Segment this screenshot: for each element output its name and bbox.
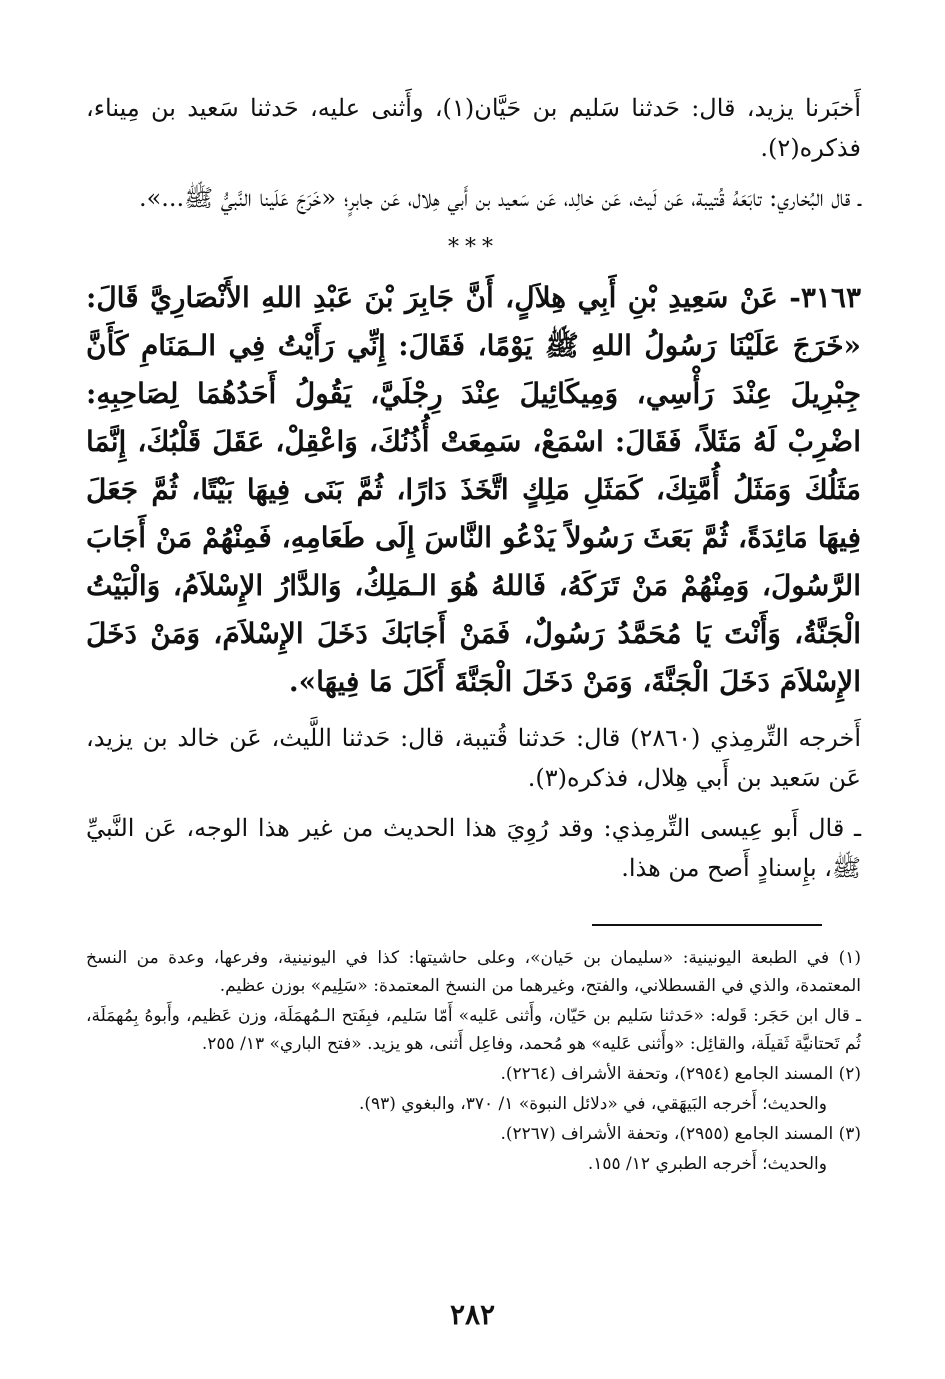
main-text: [86, 88, 861, 898]
hadith-text: عَنْ سَعِيدِ بْنِ أَبِي هِلاَلٍ، أَنَّ جَابِرَ بْنَ عَبْدِ اللهِ الأَنْصَارِيَّ قَالَ: «خَرَجَ عَلَيْنَا رَسُولُ اللهِ ﷺ يَوْمًا، فَقَالَ: إِنِّي رَأَيْتُ فِي الـمَنَامِ كَأَنَّ جِبْرِيلَ عِنْدَ رَأْسِي، وَمِيكَائِيلَ عِنْدَ رِجْلَيَّ، يَقُولُ أَحَدُهُمَا لِصَاحِبِهِ: اضْرِبْ لَهُ مَثَلاً، فَقَالَ: اسْمَعْ، سَمِعَتْ أُذُنُكَ، وَاعْقِلْ، عَقَلَ قَلْبُكَ، إِنَّمَا مَثَلُكَ وَمَثَلُ أُمَّتِكَ، كَمَثَلِ مَلِكٍ اتَّخَذَ دَارًا، ثُمَّ بَنَى فِيهَا بَيْتًا، ثُمَّ جَعَلَ فِيهَا مَائِدَةً، ثُمَّ بَعَثَ رَسُولاً يَدْعُو النَّاسَ إِلَى طَعَامِهِ، فَمِنْهُمْ مَنْ أَجَابَ الرَّسُولَ، وَمِنْهُمْ مَنْ تَرَكَهُ، فَاللهُ هُوَ الـمَلِكُ، وَالدَّارُ الإِسْلاَمُ، وَالْبَيْتُ الْجَنَّةُ، وَأَنْتَ يَا مُحَمَّدُ رَسُولٌ، فَمَنْ أَجَابَكَ دَخَلَ الإِسْلاَمَ، وَمَنْ دَخَلَ الإِسْلاَمَ دَخَلَ الْجَنَّةَ، وَمَنْ دَخَلَ الْجَنَّةَ أَكَلَ مَا فِيهَا».: [86, 281, 861, 698]
footnote-1-continued: ـ قال ابن حَجَر: قَوله: «حَدثنا سَليم بن حَيّان، وأَثنى عَليه» أَمّا سَليم، فبِفَتح الـمُهمَلَة، وزن عَظيم، وأَبوهُ بِمُهمَلَة، ثُم تَحتانيَّة ثَقيلَة، والقائِل: «وأَثنى عَليه» هو مُحمد، وفاعِل أَثنى، هو يزيد. «فتح الباري» ١٣/ ٢٥٥.: [86, 1006, 861, 1054]
chain-paragraph: أَخبَرنا يزيد، قال: حَدثنا سَليم بن حَيَّان(١)، وأَثنى عليه، حَدثنا سَعيد بن مِيناء، فذكره(٢).: [86, 94, 862, 162]
tirmidhi-takhrij: أَخرجه التِّرمِذي (٢٨٦٠) قال: حَدثنا قُتيبة، قال: حَدثنا اللَّيث، عَن خالد بن يزيد، عَن سَعيد بن أَبي هِلال، فذكره(٣).: [86, 724, 861, 792]
bukhari-note: ـ قال البُخاري: تابَعَهُ قُتيبة، عَن لَيث، عَن خالِد، عَن سَعيد بن أَبي هِلال، عَن جابرٍ؛ «خَرَجَ عَلَينا النَّبيُّ ﷺ...».: [138, 184, 861, 212]
footnote-2: (٢) المسند الجامع (٢٩٥٤)، وتحفة الأشراف (٢٢٦٤).: [500, 1064, 861, 1084]
footnote-1: (١) في الطبعة اليونينية: «سليمان بن حَيان»، وعلى حاشيتها: كذا في اليونينية، وفرعها، وعدة من النسخ المعتمدة، والذي في القسطلاني، والفتح، وغيرهما من النسخ المعتمدة: «سَلِيم» بوزن عظيم.: [86, 948, 861, 996]
footnotes: [86, 944, 861, 1180]
footnote-2-continued: والحديث؛ أَخرجه البَيهَقي، في «دلائل النبوة» ١/ ٣٧٠، والبغوي (٩٣).: [358, 1094, 827, 1114]
page-number: ٢٨٢: [449, 1298, 496, 1331]
section-separator: ***: [448, 235, 499, 260]
hadith-number: ٣١٦٣-: [789, 281, 861, 314]
footnote-3: (٣) المسند الجامع (٢٩٥٥)، وتحفة الأشراف (٢٢٦٧).: [500, 1124, 861, 1144]
hadith-3163: [86, 274, 861, 706]
footnote-divider: [592, 924, 822, 926]
footnote-3-continued: والحديث؛ أَخرجه الطبري ١٢/ ١٥٥.: [587, 1154, 827, 1174]
tirmidhi-comment: ـ قال أَبو عِيسى التِّرمِذي: وقد رُوِيَ هذا الحديث من غير هذا الوجه، عَن النَّبيِّ ﷺ، بإِسنادٍ أَصح من هذا.: [86, 814, 861, 882]
